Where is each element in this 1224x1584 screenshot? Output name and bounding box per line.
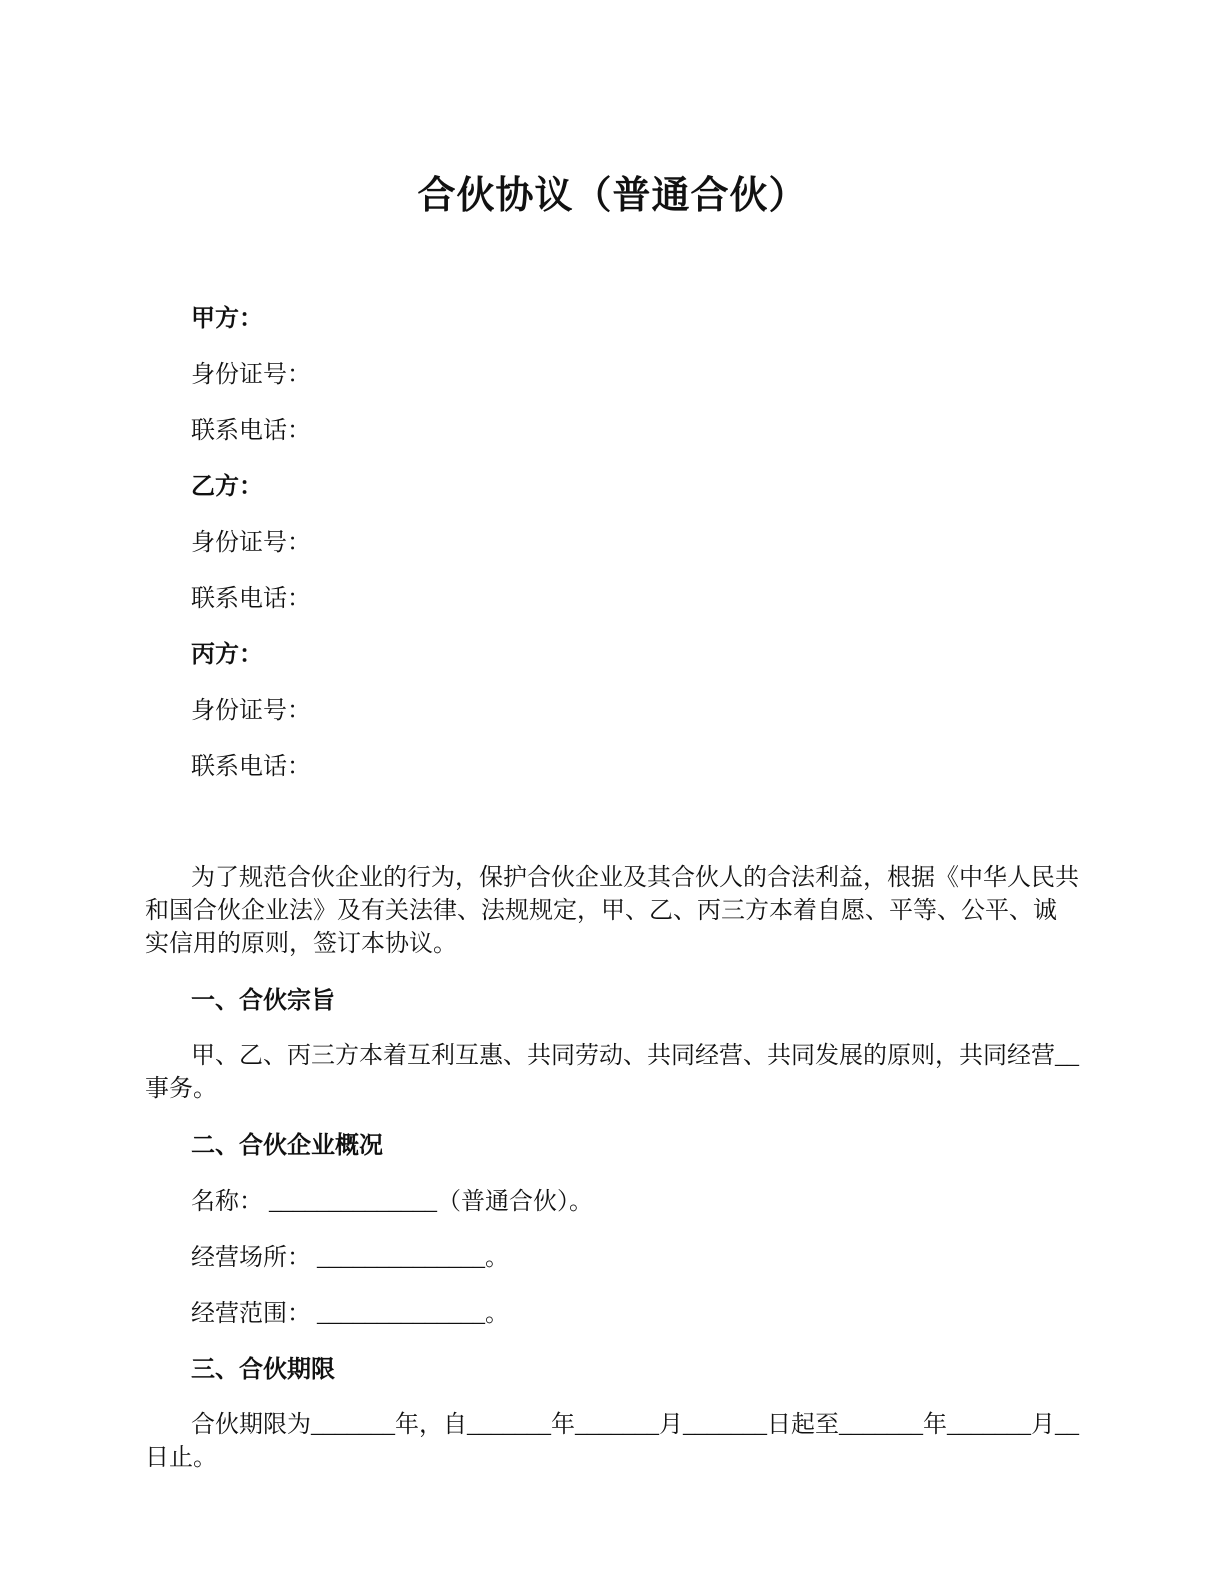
party-a-phone-label: 联系电话： [191,418,311,444]
document-title: 合伙协议（普通合伙） [417,175,808,217]
section-3-body: 合伙期限为_______年，自_______年_______月_______日起至_______年_______月__日止。 [145,1412,1079,1471]
party-c-name-label: 丙方： [191,642,263,668]
party-a-id-label: 身份证号： [191,362,311,388]
section-2-heading: 二、合伙企业概况 [191,1133,383,1159]
party-a-name-label: 甲方： [191,306,263,332]
section-2-scope-line: 经营范围： ______________。 [191,1301,509,1327]
blank-spacer [145,806,1080,862]
preamble-paragraph: 为了规范合伙企业的行为，保护合伙企业及其合伙人的合法利益，根据《中华人民共和国合伙企业法》及有关法律、法规规定，甲、乙、丙三方本着自愿、平等、公平、诚实信用的原则，签订本协议。 [145,865,1079,957]
party-c-phone-label: 联系电话： [191,754,311,780]
party-b-name-label: 乙方： [191,474,263,500]
section-2-place-line: 经营场所： ______________。 [191,1245,509,1271]
section-1-heading: 一、合伙宗旨 [191,988,335,1014]
party-b-phone-label: 联系电话： [191,586,311,612]
section-1-body: 甲、乙、丙三方本着互利互惠、共同劳动、共同经营、共同发展的原则，共同经营__事务。 [145,1043,1079,1102]
party-c-id-label: 身份证号： [191,698,311,724]
section-3-heading: 三、合伙期限 [191,1357,335,1383]
party-b-id-label: 身份证号： [191,530,311,556]
section-2-name-line: 名称： ______________（普通合伙）。 [191,1189,593,1215]
